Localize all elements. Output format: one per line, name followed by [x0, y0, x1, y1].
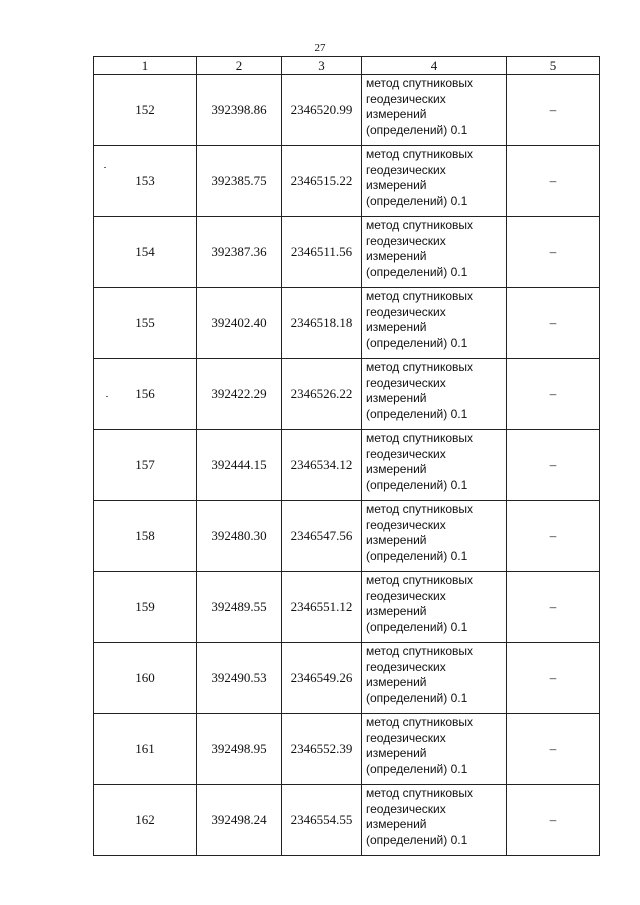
table-row: [94, 785, 600, 856]
x-coordinate-cell: 392490.53: [197, 643, 282, 714]
column-header-3: 3: [282, 57, 362, 75]
page-number: 27: [314, 42, 326, 54]
method-line: измерений: [366, 675, 427, 689]
method-line: метод спутниковых: [366, 147, 474, 161]
method-cell: [362, 217, 507, 288]
y-coordinate-cell: 2346549.26: [282, 643, 362, 714]
method-line: геодезических: [366, 588, 446, 603]
point-number-cell: 161: [94, 714, 197, 785]
scan-speck: [104, 167, 106, 168]
method-line: метод спутниковых: [366, 431, 474, 445]
method-line: измерений: [366, 320, 427, 334]
y-coordinate-cell: 2346534.12: [282, 430, 362, 501]
point-number-cell: 157: [94, 430, 197, 501]
note-cell: –: [507, 359, 600, 430]
method-cell: [362, 785, 507, 856]
method-line: (определений) 0.1: [366, 690, 468, 705]
point-number-cell: 154: [94, 217, 197, 288]
note-cell: –: [507, 501, 600, 572]
table-row: [94, 643, 600, 714]
method-line: (определений) 0.1: [366, 761, 468, 776]
table-body: [94, 75, 600, 856]
y-coordinate-cell: 2346551.12: [282, 572, 362, 643]
point-number-cell: 158: [94, 501, 197, 572]
y-coordinate-cell: 2346526.22: [282, 359, 362, 430]
y-coordinate-cell: 2346554.55: [282, 785, 362, 856]
note-cell: –: [507, 75, 600, 146]
method-line: (определений) 0.1: [366, 122, 468, 137]
note-cell: –: [507, 430, 600, 501]
method-line: метод спутниковых: [366, 573, 474, 587]
x-coordinate-cell: 392387.36: [197, 217, 282, 288]
x-coordinate-cell: 392498.95: [197, 714, 282, 785]
note-cell: –: [507, 643, 600, 714]
x-coordinate-cell: 392444.15: [197, 430, 282, 501]
method-line: (определений) 0.1: [366, 406, 468, 421]
x-coordinate-cell: 392385.75: [197, 146, 282, 217]
method-cell: [362, 643, 507, 714]
method-cell: [362, 501, 507, 572]
x-coordinate-cell: 392402.40: [197, 288, 282, 359]
note-cell: –: [507, 572, 600, 643]
method-line: измерений: [366, 817, 427, 831]
method-line: геодезических: [366, 801, 446, 816]
method-line: метод спутниковых: [366, 218, 474, 232]
point-number-cell: 152: [94, 75, 197, 146]
note-cell: –: [507, 714, 600, 785]
coordinates-table: [93, 56, 600, 856]
method-cell: [362, 75, 507, 146]
method-line: геодезических: [366, 730, 446, 745]
method-cell: [362, 288, 507, 359]
x-coordinate-cell: 392498.24: [197, 785, 282, 856]
method-line: измерений: [366, 391, 427, 405]
method-line: (определений) 0.1: [366, 832, 468, 847]
x-coordinate-cell: 392489.55: [197, 572, 282, 643]
method-line: измерений: [366, 107, 427, 121]
header-row: [94, 57, 600, 75]
method-line: метод спутниковых: [366, 76, 474, 90]
method-cell: [362, 430, 507, 501]
column-header-1: 1: [94, 57, 197, 75]
method-line: геодезических: [366, 162, 446, 177]
table-row: [94, 288, 600, 359]
method-line: метод спутниковых: [366, 644, 474, 658]
table-row: [94, 217, 600, 288]
method-line: геодезических: [366, 659, 446, 674]
method-cell: [362, 359, 507, 430]
note-cell: –: [507, 217, 600, 288]
method-line: измерений: [366, 178, 427, 192]
method-line: (определений) 0.1: [366, 548, 468, 563]
point-number-cell: 155: [94, 288, 197, 359]
note-cell: –: [507, 785, 600, 856]
note-cell: –: [507, 146, 600, 217]
y-coordinate-cell: 2346520.99: [282, 75, 362, 146]
method-cell: [362, 146, 507, 217]
method-line: геодезических: [366, 233, 446, 248]
y-coordinate-cell: 2346518.18: [282, 288, 362, 359]
column-header-5: 5: [507, 57, 600, 75]
method-line: (определений) 0.1: [366, 619, 468, 634]
table-header: [94, 57, 600, 75]
method-line: геодезических: [366, 304, 446, 319]
method-line: измерений: [366, 462, 427, 476]
table-row: [94, 501, 600, 572]
x-coordinate-cell: 392480.30: [197, 501, 282, 572]
table-row: [94, 572, 600, 643]
method-line: метод спутниковых: [366, 715, 474, 729]
table-row: [94, 75, 600, 146]
method-cell: [362, 714, 507, 785]
method-cell: [362, 572, 507, 643]
point-number-cell: 153: [94, 146, 197, 217]
table-row: [94, 714, 600, 785]
method-line: метод спутниковых: [366, 502, 474, 516]
point-number-cell: 160: [94, 643, 197, 714]
method-line: геодезических: [366, 375, 446, 390]
x-coordinate-cell: 392422.29: [197, 359, 282, 430]
method-line: (определений) 0.1: [366, 193, 468, 208]
method-line: измерений: [366, 533, 427, 547]
column-header-4: 4: [362, 57, 507, 75]
method-line: метод спутниковых: [366, 360, 474, 374]
y-coordinate-cell: 2346515.22: [282, 146, 362, 217]
method-line: измерений: [366, 604, 427, 618]
y-coordinate-cell: 2346547.56: [282, 501, 362, 572]
method-line: геодезических: [366, 446, 446, 461]
point-number-cell: 156: [94, 359, 197, 430]
method-line: измерений: [366, 746, 427, 760]
y-coordinate-cell: 2346552.39: [282, 714, 362, 785]
y-coordinate-cell: 2346511.56: [282, 217, 362, 288]
table-row: [94, 430, 600, 501]
point-number-cell: 162: [94, 785, 197, 856]
method-line: (определений) 0.1: [366, 335, 468, 350]
x-coordinate-cell: 392398.86: [197, 75, 282, 146]
table-row: [94, 359, 600, 430]
scan-speck: [106, 396, 108, 397]
note-cell: –: [507, 288, 600, 359]
method-line: метод спутниковых: [366, 289, 474, 303]
column-header-2: 2: [197, 57, 282, 75]
method-line: (определений) 0.1: [366, 264, 468, 279]
method-line: (определений) 0.1: [366, 477, 468, 492]
method-line: геодезических: [366, 517, 446, 532]
method-line: метод спутниковых: [366, 786, 474, 800]
method-line: измерений: [366, 249, 427, 263]
table-row: [94, 146, 600, 217]
method-line: геодезических: [366, 91, 446, 106]
point-number-cell: 159: [94, 572, 197, 643]
